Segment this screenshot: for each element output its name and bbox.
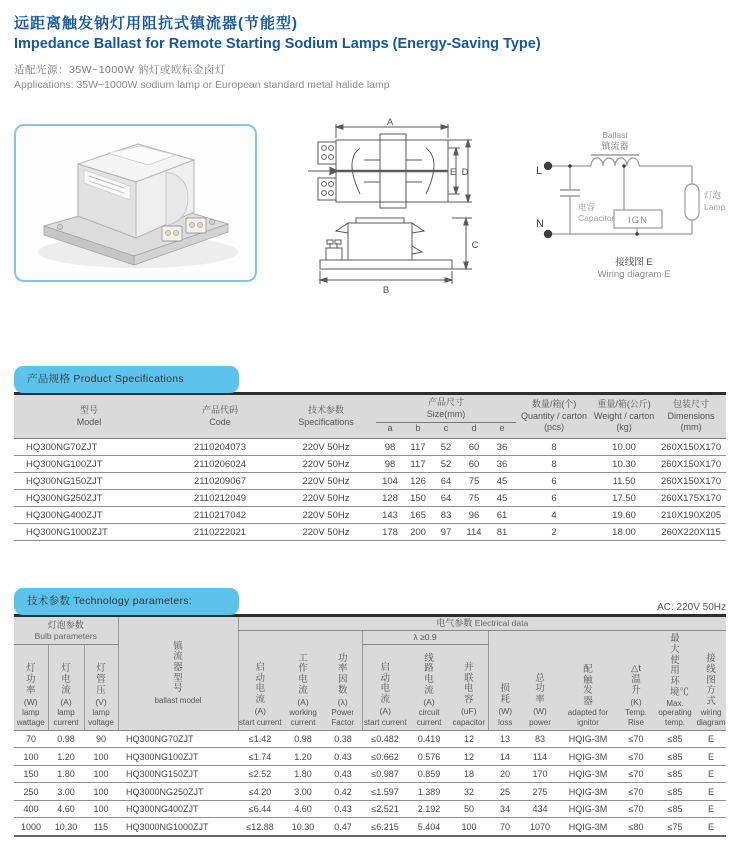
- tech-col-power-factor: 功率因数 (λ) Power Factor: [324, 630, 362, 730]
- page-header: [14, 12, 714, 91]
- spec-cell: 114: [460, 524, 488, 541]
- spec-cell: 220V 50Hz: [276, 507, 376, 524]
- tech-cell: 14: [488, 748, 522, 766]
- tech-cell: HQ3000NG1000ZJT: [118, 818, 238, 836]
- page-title-en: Impedance Ballast for Remote Starting Sodium Lamps (Energy-Saving Type): [14, 36, 541, 52]
- tech-cell: 34: [488, 800, 522, 818]
- tech-cell: 0.576: [408, 748, 450, 766]
- spec-cell: 45: [488, 473, 516, 490]
- tech-col-temp-rise: △t温升 (K) Temp. Rise: [618, 630, 654, 730]
- spec-cell: 36: [488, 456, 516, 473]
- spec-cell: 165: [404, 507, 432, 524]
- dim-label-a: A: [386, 118, 394, 128]
- tech-cell: ≤85: [654, 800, 696, 818]
- terminal-l-label: L: [536, 165, 543, 177]
- product-photo-frame: [14, 124, 257, 282]
- spec-table-head: [14, 394, 726, 439]
- spec-cell: 200: [404, 524, 432, 541]
- spec-cell: 96: [460, 507, 488, 524]
- tech-cell: ≤70: [618, 783, 654, 801]
- spec-cell: 210X190X205: [656, 507, 726, 524]
- tech-col-lamp-current: 灯电流 (A) lamp current: [48, 644, 84, 730]
- tech-cell: HQ3000NG250ZJT: [118, 783, 238, 801]
- tech-cell: 1.20: [282, 748, 324, 766]
- spec-cell: 61: [488, 507, 516, 524]
- tech-cell: 1.80: [282, 765, 324, 783]
- spec-cell: 75: [460, 473, 488, 490]
- tech-table-body: [14, 730, 726, 836]
- table-row: [14, 507, 726, 524]
- spec-col-size-b: b: [404, 423, 432, 439]
- tech-cell: E: [696, 818, 726, 836]
- table-row: [14, 730, 726, 748]
- spec-cell: 98: [376, 456, 404, 473]
- tech-cell: ≤4.20: [238, 783, 282, 801]
- tech-cell: 170: [522, 765, 558, 783]
- table-row: [14, 439, 726, 456]
- mounting-hole: [57, 224, 62, 229]
- spec-cell: 117: [404, 439, 432, 456]
- tech-cell: 5.404: [408, 818, 450, 836]
- dim-label-e: E: [449, 167, 457, 178]
- spec-cell: 220V 50Hz: [276, 490, 376, 507]
- spec-cell: 4: [516, 507, 592, 524]
- tech-cell: 3.00: [282, 783, 324, 801]
- tech-cell: 70: [488, 818, 522, 836]
- tech-cell: 250: [14, 783, 48, 801]
- tech-cell: 25: [488, 783, 522, 801]
- spec-cell: HQ300NG250ZJT: [14, 490, 164, 507]
- tech-cell: ≤12.88: [238, 818, 282, 836]
- dim-label-b: B: [382, 285, 390, 294]
- wiring-diagram-figure: [532, 126, 730, 280]
- spec-cell: 260X150X170: [656, 439, 726, 456]
- spec-cell: 220V 50Hz: [276, 473, 376, 490]
- spec-cell: 8: [516, 439, 592, 456]
- spec-cell: 6: [516, 490, 592, 507]
- spec-cell: 2110204073: [164, 439, 276, 456]
- tech-group-electrical: 电气参数 Electrical data: [238, 616, 726, 631]
- table-row: [14, 800, 726, 818]
- tech-cell: ≤85: [654, 783, 696, 801]
- applications-zh: 适配光源：35W~1000W 钠灯或欧标金卤灯: [14, 64, 226, 76]
- tech-col-circuit-current: 线路电流 (A) circuit current: [408, 644, 450, 730]
- spec-cell: 52: [432, 456, 460, 473]
- ignitor-label: IGN: [628, 215, 648, 226]
- tech-cell: HQIG-3M: [558, 818, 618, 836]
- dim-label-c: C: [471, 240, 479, 251]
- tech-col-ballast-model: 镇流器型号 ballast model: [118, 616, 238, 731]
- spec-section-tab: 产品规格 Product Specifications: [14, 366, 239, 393]
- table-row: [14, 473, 726, 490]
- table-row: [14, 765, 726, 783]
- table-row: [14, 524, 726, 541]
- tech-cell: E: [696, 783, 726, 801]
- tech-cell: 4.60: [282, 800, 324, 818]
- spec-cell: 117: [404, 456, 432, 473]
- tech-cell: 100: [84, 800, 118, 818]
- tech-cell: 1.20: [48, 748, 84, 766]
- tech-cell: 100: [450, 818, 488, 836]
- tech-cell: E: [696, 730, 726, 748]
- tech-cell: 1000: [14, 818, 48, 836]
- spec-cell: 220V 50Hz: [276, 524, 376, 541]
- tech-cell: 0.43: [324, 748, 362, 766]
- table-row: [14, 818, 726, 836]
- tech-col-lamp-wattage: 灯功率 (W) lamp wattage: [14, 644, 48, 730]
- spec-section: [14, 366, 726, 541]
- spec-cell: 8: [516, 456, 592, 473]
- spec-table: [14, 392, 726, 541]
- spec-cell: 81: [488, 524, 516, 541]
- tech-cell: 12: [450, 730, 488, 748]
- tech-cell: 100: [84, 783, 118, 801]
- tech-cell: E: [696, 748, 726, 766]
- spec-cell: 98: [376, 439, 404, 456]
- spec-cell: HQ300NG1000ZJT: [14, 524, 164, 541]
- tech-cell: ≤0.662: [362, 748, 408, 766]
- tech-cell: 10.30: [282, 818, 324, 836]
- tech-cell: 0.42: [324, 783, 362, 801]
- dimension-drawing-svg: [306, 118, 488, 294]
- tech-cell: HQ300NG400ZJT: [118, 800, 238, 818]
- tech-cell: HQ300NG100ZJT: [118, 748, 238, 766]
- spec-cell: 6: [516, 473, 592, 490]
- tech-cell: 0.43: [324, 800, 362, 818]
- spec-col-model: 型号 Model: [14, 394, 164, 439]
- tech-cell: HQ300NG70ZJT: [118, 730, 238, 748]
- spec-col-size-group: 产品尺寸 Size(mm): [376, 394, 516, 423]
- lamp-label-zh: 灯泡: [704, 190, 722, 200]
- spec-cell: 64: [432, 473, 460, 490]
- tech-cell: ≤85: [654, 730, 696, 748]
- spec-col-size-c: c: [432, 423, 460, 439]
- tech-cell: ≤70: [618, 748, 654, 766]
- tech-cell: ≤1.42: [238, 730, 282, 748]
- tech-cell: ≤75: [654, 818, 696, 836]
- spec-cell: 150: [404, 490, 432, 507]
- spec-cell: 178: [376, 524, 404, 541]
- spec-cell: HQ300NG150ZJT: [14, 473, 164, 490]
- tech-table-head: [14, 616, 726, 731]
- tech-cell: 0.859: [408, 765, 450, 783]
- spec-cell: 60: [460, 456, 488, 473]
- table-row: [14, 456, 726, 473]
- tech-cell: 0.419: [408, 730, 450, 748]
- spec-cell: 2: [516, 524, 592, 541]
- spec-cell: 52: [432, 439, 460, 456]
- spec-cell: 64: [432, 490, 460, 507]
- spec-cell: HQ300NG400ZJT: [14, 507, 164, 524]
- tech-cell: 4.60: [48, 800, 84, 818]
- tech-section-header: [14, 588, 726, 615]
- tech-cell: 70: [14, 730, 48, 748]
- tech-cell: 1070: [522, 818, 558, 836]
- tech-cell: 100: [84, 765, 118, 783]
- tech-cell: ≤70: [618, 765, 654, 783]
- ballast-photo-illustration: [16, 126, 255, 280]
- wiring-caption-en: Wiring diagram E: [597, 269, 671, 280]
- spec-cell: 260X150X170: [656, 473, 726, 490]
- dim-label-d: D: [461, 167, 469, 178]
- tech-cell: ≤85: [654, 748, 696, 766]
- spec-cell: 60: [460, 439, 488, 456]
- spec-cell: 2110217042: [164, 507, 276, 524]
- page-title-zh: 远距离触发钠灯用阻抗式镇流器(节能型): [14, 15, 298, 32]
- spec-col-quantity: 数量/箱(个) Quantity / carton (pcs): [516, 394, 592, 439]
- top-view: [308, 124, 472, 208]
- tech-cell: ≤1.74: [238, 748, 282, 766]
- tech-cell: ≤85: [654, 765, 696, 783]
- tech-cell: 90: [84, 730, 118, 748]
- tech-cell: 1.80: [48, 765, 84, 783]
- terminal-n-label: N: [536, 218, 544, 230]
- spec-cell: 128: [376, 490, 404, 507]
- tech-cell: HQIG-3M: [558, 783, 618, 801]
- spec-cell: 11.50: [592, 473, 656, 490]
- spec-cell: 75: [460, 490, 488, 507]
- ballast-label-en: Ballast: [602, 130, 628, 140]
- tech-cell: 32: [450, 783, 488, 801]
- table-row: [14, 748, 726, 766]
- tech-cell: 13: [488, 730, 522, 748]
- tech-col-start-current: 启动电流 (A) start current: [238, 630, 282, 730]
- tech-cell: 0.98: [48, 730, 84, 748]
- tech-col-working-current: 工作电流 (A) working current: [282, 630, 324, 730]
- tech-cell: ≤70: [618, 800, 654, 818]
- ac-supply-note: AC: 220V 50Hz: [657, 602, 726, 613]
- spec-col-specifications: 技术参数 Specifications: [276, 394, 376, 439]
- dimension-labels: [383, 118, 479, 294]
- spec-cell: 19.60: [592, 507, 656, 524]
- tech-section-tab: 技术参数 Technology parameters:: [14, 588, 239, 615]
- tech-cell: ≤1.597: [362, 783, 408, 801]
- tech-cell: 12: [450, 748, 488, 766]
- spec-table-body: [14, 439, 726, 541]
- side-view: [320, 218, 472, 284]
- spec-cell: 83: [432, 507, 460, 524]
- tech-cell: HQIG-3M: [558, 765, 618, 783]
- spec-cell: 10.30: [592, 456, 656, 473]
- tech-cell: 0.98: [282, 730, 324, 748]
- spec-cell: 260X175X170: [656, 490, 726, 507]
- tech-cell: ≤6.215: [362, 818, 408, 836]
- tech-cell: ≤2.521: [362, 800, 408, 818]
- tech-cell: 3.00: [48, 783, 84, 801]
- tech-cell: 83: [522, 730, 558, 748]
- spec-cell: 220V 50Hz: [276, 439, 376, 456]
- tech-cell: HQIG-3M: [558, 800, 618, 818]
- spec-cell: 18.00: [592, 524, 656, 541]
- tech-group-bulb: 灯泡参数 Bulb parameters: [14, 616, 118, 645]
- tech-cell: ≤70: [618, 730, 654, 748]
- table-row: [14, 490, 726, 507]
- spec-cell: 260X220X115: [656, 524, 726, 541]
- spec-cell: HQ300NG70ZJT: [14, 439, 164, 456]
- spec-cell: 45: [488, 490, 516, 507]
- spec-cell: 97: [432, 524, 460, 541]
- tech-group-lambda: λ ≥0.9: [362, 630, 488, 644]
- applications-en: Applications: 35W~1000W sodium lamp or European standard metal halide lamp: [14, 79, 390, 91]
- tech-col-lamp-voltage: 灯管压 (V) lamp voltage: [84, 644, 118, 730]
- spec-col-weight: 重量/箱(公斤) Weight / carton (kg): [592, 394, 656, 439]
- tech-col-ignitor: 配触发器 adapted for ignitor: [558, 630, 618, 730]
- tech-cell: 434: [522, 800, 558, 818]
- spec-cell: 17.50: [592, 490, 656, 507]
- dimension-drawing-figure: [306, 118, 488, 299]
- mounting-hole: [209, 219, 214, 224]
- spec-cell: 104: [376, 473, 404, 490]
- tech-cell: 400: [14, 800, 48, 818]
- tech-cell: E: [696, 765, 726, 783]
- tech-cell: ≤0.987: [362, 765, 408, 783]
- spec-col-dimensions: 包装尺寸 Dimensions (mm): [656, 394, 726, 439]
- spec-cell: 2110212049: [164, 490, 276, 507]
- tech-cell: ≤2.52: [238, 765, 282, 783]
- spec-cell: 36: [488, 439, 516, 456]
- spec-col-size-d: d: [460, 423, 488, 439]
- tech-col-max-temp: 最大使用环境℃ Max. operating temp.: [654, 630, 696, 730]
- spec-cell: HQ300NG100ZJT: [14, 456, 164, 473]
- tech-col-total-power: 总功率 (W) power: [522, 630, 558, 730]
- spec-cell: 2110206024: [164, 456, 276, 473]
- tech-cell: 2.192: [408, 800, 450, 818]
- tech-cell: 100: [14, 748, 48, 766]
- tech-cell: 275: [522, 783, 558, 801]
- tech-col-lambda-start-current: 启动电流 (A) start current: [362, 644, 408, 730]
- tech-cell: ≤0.482: [362, 730, 408, 748]
- tech-cell: 0.47: [324, 818, 362, 836]
- spec-cell: 126: [404, 473, 432, 490]
- ballast-label-zh: 镇流器: [601, 141, 629, 151]
- wiring-diagram-svg: [534, 126, 730, 248]
- tech-col-wiring-diagram: 接线图方式 wiring diagram: [696, 630, 726, 730]
- capacitor-label-en: Capacitor: [578, 213, 615, 223]
- tech-cell: HQIG-3M: [558, 748, 618, 766]
- tech-cell: 0.38: [324, 730, 362, 748]
- spec-col-code: 产品代码 Code: [164, 394, 276, 439]
- tech-cell: HQ300NG150ZJT: [118, 765, 238, 783]
- tech-cell: E: [696, 800, 726, 818]
- wiring-labels: [536, 130, 726, 230]
- tech-section: [14, 588, 726, 837]
- tech-cell: 100: [84, 748, 118, 766]
- tech-cell: 50: [450, 800, 488, 818]
- tech-cell: ≤80: [618, 818, 654, 836]
- tech-cell: 18: [450, 765, 488, 783]
- tech-cell: 115: [84, 818, 118, 836]
- tech-cell: 20: [488, 765, 522, 783]
- table-row: [14, 783, 726, 801]
- spec-cell: 260X150X170: [656, 456, 726, 473]
- spec-col-size-a: a: [376, 423, 404, 439]
- tech-cell: 1.389: [408, 783, 450, 801]
- spec-cell: 2110222021: [164, 524, 276, 541]
- tech-cell: 114: [522, 748, 558, 766]
- tech-cell: 150: [14, 765, 48, 783]
- tech-cell: 0.43: [324, 765, 362, 783]
- capacitor-label-zh: 电容: [578, 202, 596, 212]
- spec-cell: 10.00: [592, 439, 656, 456]
- tech-table: [14, 614, 726, 837]
- tech-cell: HQIG-3M: [558, 730, 618, 748]
- spec-cell: 2110209067: [164, 473, 276, 490]
- spec-cell: 220V 50Hz: [276, 456, 376, 473]
- wiring-caption-zh: 接线图 E: [615, 257, 653, 268]
- tech-cell: 10.30: [48, 818, 84, 836]
- spec-cell: 143: [376, 507, 404, 524]
- tech-col-parallel-capacitor: 并联电容 (uF) capacitor: [450, 644, 488, 730]
- tech-cell: ≤6.44: [238, 800, 282, 818]
- figures-row: [14, 118, 726, 296]
- spec-col-size-e: e: [488, 423, 516, 439]
- tech-col-loss: 损耗 (W) loss: [488, 630, 522, 730]
- lamp-label-en: Lamp: [704, 202, 726, 212]
